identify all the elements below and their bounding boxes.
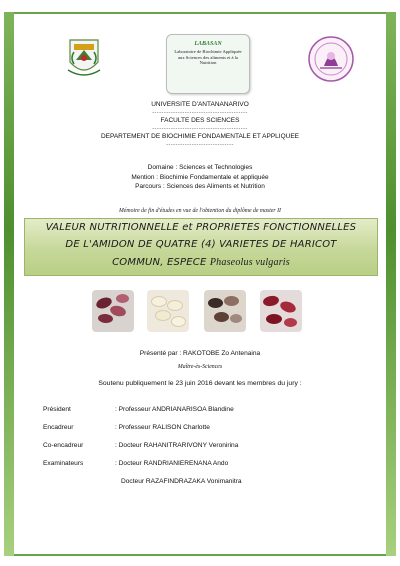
jury-row xyxy=(43,460,383,470)
bean-photo-red-mottled xyxy=(92,290,134,332)
memoire-subtitle: Mémoire de fin d'études en vue de l'obtention du diplôme de master II xyxy=(119,208,281,214)
right-decorative-bar xyxy=(386,12,396,556)
lab-badge xyxy=(166,34,250,94)
department-logo-icon xyxy=(306,34,356,84)
defense-statement: Soutenu publiquement le 23 juin 2016 devant les membres du jury : xyxy=(98,380,302,387)
separator-line: ----------------------------- xyxy=(166,142,234,148)
separator-line: ----------------------------------------- xyxy=(152,126,248,132)
presented-by: Présenté par : RAKOTOBE Zo Antenaina xyxy=(139,350,261,357)
jury-member: : Professeur RALISON Charlotte xyxy=(115,424,210,431)
separator-line: ----------------------------------------- xyxy=(152,110,248,116)
bean-photos-row xyxy=(92,290,312,332)
jury-member: : Docteur RANDRIANIERENANA Ando xyxy=(115,460,229,467)
university-logo-icon xyxy=(60,34,108,82)
jury-member: : Professeur ANDRIANARISOA Blandine xyxy=(115,406,234,413)
faculty-name: FACULTE DES SCIENCES xyxy=(160,117,240,124)
jury-member: Docteur RAZAFINDRAZAKA Vonimanitra xyxy=(121,478,242,485)
left-decorative-bar xyxy=(4,12,14,556)
bean-photo-dark-red xyxy=(260,290,302,332)
degree-title: Maître-ès-Sciences xyxy=(177,364,223,370)
bottom-frame-line xyxy=(14,554,386,556)
university-name: UNIVERSITE D'ANTANANARIVO xyxy=(151,101,249,108)
title-banner xyxy=(24,218,378,276)
bean-photo-white xyxy=(147,290,189,332)
mention-line: Mention : Biochimie Fondamentale et appliquée xyxy=(131,173,269,181)
lab-description: Laboratoire de Biochimie Appliquée aux Sciences des aliments et à la Nutrition xyxy=(174,49,242,66)
title-line-3-prefix: COMMUN, ESPECE xyxy=(112,257,210,268)
bean-photo-speckled xyxy=(204,290,246,332)
jury-member: : Docteur RAHANITRARIVONY Veronirina xyxy=(115,442,239,449)
jury-role: Encadreur xyxy=(43,424,74,431)
title-line-2: DE L'AMIDON DE QUATRE (4) VARIETES DE HARICOT xyxy=(65,239,337,250)
program-info xyxy=(0,163,400,192)
jury-role: Co-encadreur xyxy=(43,442,84,449)
institution-header xyxy=(0,101,400,149)
jury-role: Président xyxy=(43,406,71,413)
top-frame-line xyxy=(14,12,386,14)
jury-row xyxy=(43,406,383,416)
jury-row xyxy=(43,442,383,452)
jury-row xyxy=(43,424,383,434)
domaine-line: Domaine : Sciences et Technologies xyxy=(147,164,253,171)
title-line-3 xyxy=(25,257,377,268)
jury-role: Examinateurs xyxy=(43,460,84,467)
parcours-line: Parcours : Sciences des Aliments et Nutrition xyxy=(135,183,265,190)
jury-row xyxy=(43,478,383,488)
species-name: Phaseolus vulgaris xyxy=(209,257,290,268)
lab-name: LABASAN xyxy=(194,41,222,47)
title-line-1: VALEUR NUTRITIONNELLE et PROPRIETES FONCTIONNELLES xyxy=(45,222,357,233)
department-name: DEPARTEMENT DE BIOCHIMIE FONDAMENTALE ET APPLIQUEE xyxy=(100,133,300,140)
